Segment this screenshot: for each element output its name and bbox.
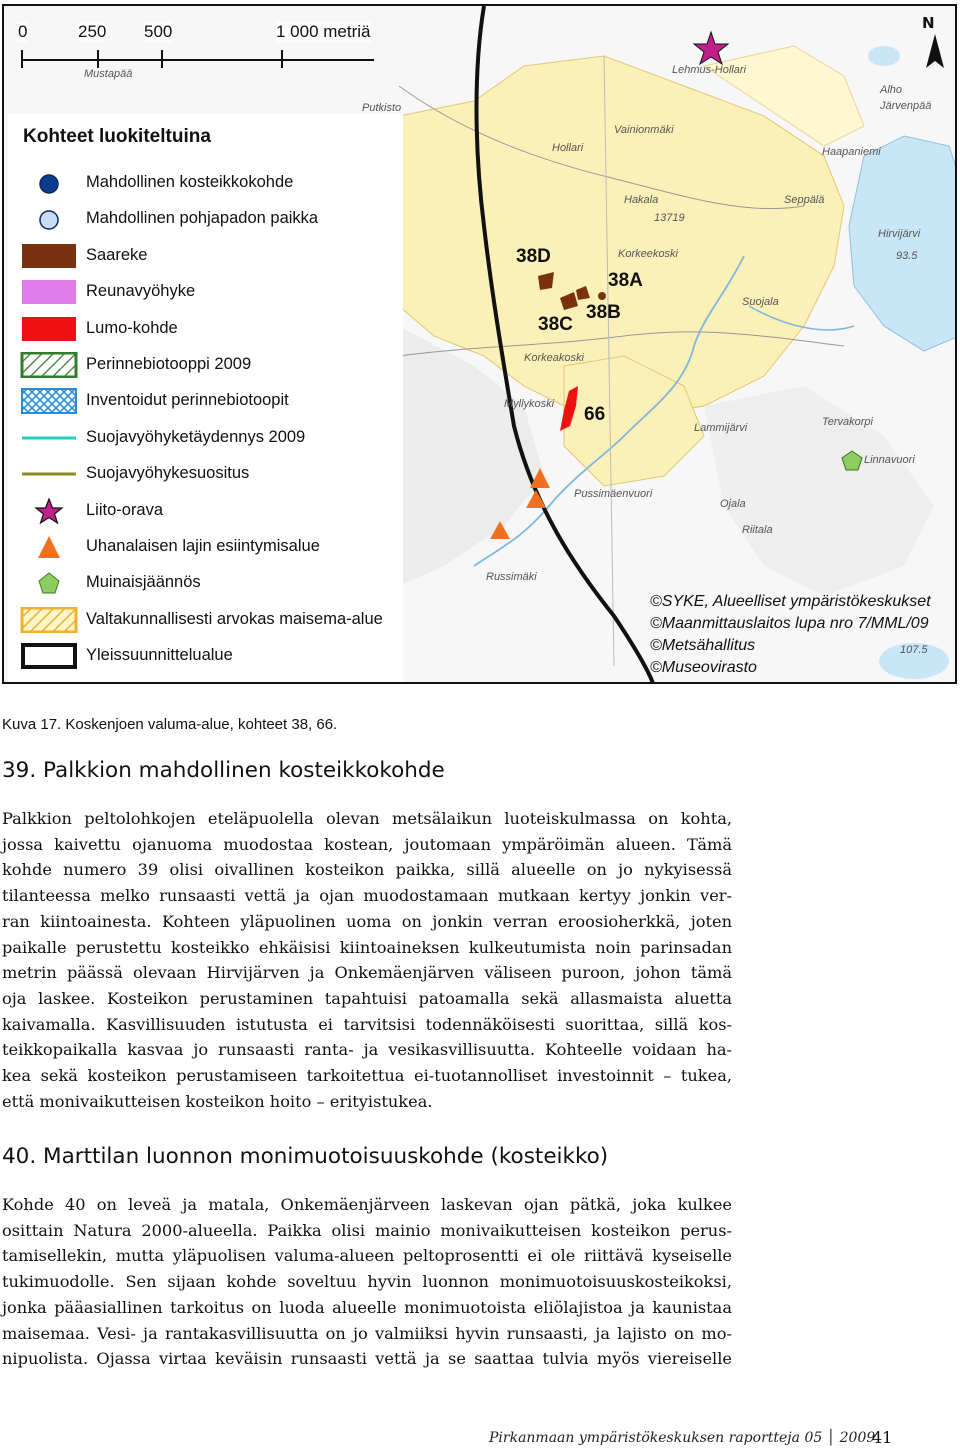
figure-caption: Kuva 17. Koskenjoen valuma-alue, kohteet 38, 66.: [2, 716, 338, 733]
page-number: 41: [872, 1428, 893, 1447]
legend-label: Inventoidut perinnebiotoopit: [86, 391, 289, 410]
text-line: tukimuodolle. Sen sijaan kohde soveltuu hyvin luonnon monimuotoisuuskosteikoksi,: [2, 1272, 732, 1292]
legend-item: [8, 168, 403, 198]
legend-item: [8, 496, 403, 526]
place-name: Järvenpää: [880, 100, 932, 112]
text-line: paikalle perustettu kosteikko ehkäisisi kiintoaineksen kulkeutumista noin parinsadan: [2, 937, 732, 957]
text-line: jossa kaivettu ojanuoma muodostaa kostean, joutomaan ympäröimän alueen. Tämä: [2, 834, 732, 854]
legend-symbol-line-icon: [20, 461, 78, 487]
legend-label: Uhanalaisen lajin esiintymisalue: [86, 537, 320, 555]
legend-label: Mahdollinen pohjapadon paikka: [86, 209, 319, 228]
place-name: Putkisto: [362, 102, 402, 114]
footer-year: 2009: [839, 1430, 876, 1446]
legend-symbol-line-icon: [20, 425, 78, 451]
site-label-38d: 38D: [516, 246, 551, 267]
place-name: Riitala: [742, 524, 773, 536]
copyright-line: ©Metsähallitus: [650, 637, 756, 654]
scale-tick-250: 250: [78, 22, 107, 41]
text-line: jonka pääasiallinen tarkoitus on luoda alueelle monimuotoista eliölajistoa ja kaunistaa: [2, 1297, 732, 1317]
legend-symbol-cross-hatch-blue-icon: [20, 388, 78, 414]
text-line: Palkkion peltolohkojen eteläpuolella olevan metsälaikun luoteiskulmassa on kohta,: [2, 809, 732, 828]
section-40-heading: 40. Marttilan luonnon monimuotoisuuskohde (kosteikko): [2, 1144, 609, 1169]
legend-item: [8, 641, 403, 671]
place-name: 93.5: [896, 250, 918, 262]
legend-label: Muinaisjäännös: [86, 573, 201, 592]
legend-title: Kohteet luokiteltuina: [23, 126, 211, 147]
text-line: osittain Natura 2000-alueella. Paikka olisi mainio monivaikutteisen kosteikon perus-: [2, 1220, 732, 1240]
text-line: tilanteessa melko runsaasti vettä ja ojan muodostamaan mutkaan kertyy jonkin ver-: [2, 886, 732, 906]
place-name: Mustapää: [84, 68, 133, 80]
copyright-line: ©SYKE, Alueelliset ympäristökeskukset: [650, 593, 931, 610]
legend-label: Perinnebiotooppi 2009: [86, 355, 252, 373]
copyright-line: ©Museovirasto: [650, 659, 757, 676]
text-line: metrin päässä olevaan Hirvijärven ja Onkemäenjärven väliseen puroon, johon tämä: [2, 963, 732, 983]
legend-item: [8, 423, 403, 453]
legend-label: Reunavyöhyke: [86, 282, 196, 301]
legend-item: [8, 568, 403, 598]
scale-tick-500: 500: [144, 22, 173, 41]
place-name: Linnavuori: [864, 454, 915, 466]
place-name: Korkeekoski: [618, 248, 678, 260]
legend-label: Suojavyöhykesuositus: [86, 464, 250, 483]
legend-label: Liito-orava: [86, 500, 164, 519]
text-line: kohde numero 39 olisi oivallinen kosteikon paikka, sillä alueelle on jo nykyisessä: [2, 860, 732, 880]
legend-symbol-outline-icon: [20, 643, 78, 669]
section-40-body: [2, 1192, 732, 1372]
text-line: että monivaikutteisen kosteikon hoito – erityistukea.: [2, 1091, 433, 1111]
text-line: nipuolista. Ojassa virtaa keväisin runsaasti vettä ja se saattaa tulvia myös viereiselle: [2, 1349, 732, 1369]
north-arrow-label: N: [922, 14, 935, 32]
legend-item: [8, 386, 403, 416]
text-line: ran kiintoainesta. Kohteen yläpuolinen uoma on jonkin verran eroosioherkkä, joten: [2, 911, 732, 931]
place-name: Tervakorpi: [822, 416, 873, 428]
legend-symbol-fill-icon: [20, 316, 78, 342]
legend-symbol-dot-dark-blue-icon: [20, 170, 78, 196]
place-name: Haapaniemi: [822, 146, 881, 158]
place-name: Seppälä: [784, 194, 825, 206]
legend-item: [8, 241, 403, 271]
text-line: oja laskee. Kosteikon perustaminen tapahtuisi patoamalla sekä allasmaista aluetta: [2, 988, 732, 1008]
map-figure: [2, 4, 957, 684]
site-label-38b: 38B: [586, 302, 621, 323]
legend-item: [8, 459, 403, 489]
legend-symbol-star-icon: [20, 498, 78, 524]
legend-label: Lumo-kohde: [86, 318, 178, 337]
legend-item: [8, 605, 403, 635]
place-name: Hakala: [624, 194, 659, 206]
legend-symbol-fill-icon: [20, 243, 78, 269]
place-name: 13719: [654, 212, 685, 224]
legend-symbol-pentagon-icon: [20, 570, 78, 596]
legend-symbol-dot-light-blue-icon: [20, 206, 78, 232]
section-39-heading: 39. Palkkion mahdollinen kosteikkokohde: [2, 758, 445, 783]
site-label-38a: 38A: [608, 270, 643, 291]
scale-tick-0: 0: [18, 22, 28, 41]
map-copyright: [650, 591, 931, 679]
place-name: 107.5: [900, 644, 928, 656]
place-name: Pussimäenvuori: [574, 488, 653, 500]
legend-item: [8, 350, 403, 380]
text-line: Kohde 40 on leveä ja matala, Onkemäenjärveen laskevan ojan pätkä, joka kulkee: [2, 1195, 732, 1214]
legend-item: [8, 532, 403, 562]
legend-symbol-triangle-icon: [20, 534, 78, 560]
scale-tick-1000: 1 000 metriä: [276, 22, 371, 41]
place-name: Suojala: [742, 296, 779, 308]
scale-bar: [14, 20, 384, 80]
text-line: teikkopaikalla kasvaa jo runsaasti ranta- ja vesikasvillisuutta. Kohteelle voidaan ha-: [2, 1040, 732, 1060]
text-line: maisemaa. Vesi- ja rantakasvillisuutta on jo valmiiksi hyvin runsaasti, ja lajisto on mo-: [2, 1323, 732, 1343]
legend-symbol-hatch-green-icon: [20, 352, 78, 378]
legend-label: Valtakunnallisesti arvokas maisema-alue: [86, 609, 383, 628]
place-name: Myllykoski: [504, 398, 555, 410]
section-39-body: [2, 806, 732, 1114]
legend-label: Suojavyöhyketäydennys 2009: [86, 427, 306, 446]
footer-series-title: Pirkanmaan ympäristökeskuksen raportteja: [489, 1430, 800, 1446]
site-label-38c: 38C: [538, 314, 573, 335]
legend-label: Mahdollinen kosteikkokohde: [86, 173, 294, 191]
map-legend: [8, 114, 403, 684]
legend-label: Saareke: [86, 245, 148, 264]
legend-item: [8, 314, 403, 344]
text-line: kea sekä kosteikon perustamiseen tarkoitettua ei-tuotannolliset investoinnit – tukea,: [2, 1066, 732, 1086]
footer-series: Pirkanmaan ympäristökeskuksen raportteja 05 │ 2009: [489, 1430, 876, 1446]
site-label-66: 66: [584, 404, 606, 425]
legend-symbol-hatch-yellow-icon: [20, 607, 78, 633]
place-name: Ojala: [720, 498, 746, 510]
legend-item: [8, 277, 403, 307]
place-name: Korkeakoski: [524, 352, 584, 364]
place-name: Lehmus-Hollari: [672, 64, 746, 76]
text-line: tamisellekin, mutta yläpuolisen valuma-alueen peltoprosentti ei ole riittävä kyseiselle: [2, 1246, 732, 1266]
place-name: Lammijärvi: [694, 422, 748, 434]
footer-series-number: 05: [804, 1430, 823, 1446]
copyright-line: ©Maanmittauslaitos lupa nro 7/MML/09: [650, 615, 929, 632]
place-name: Vainionmäki: [614, 124, 674, 136]
place-name: Alho: [880, 84, 903, 96]
legend-label: Yleissuunnittelualue: [86, 646, 233, 665]
place-name: Russimäki: [486, 571, 537, 583]
place-name: Hollari: [552, 142, 584, 154]
place-name: Hirvijärvi: [878, 228, 921, 240]
legend-item: [8, 204, 403, 234]
text-line: kaivamalla. Kasvillisuuden istutusta ei tarvitsisi todennäköisesti suorittaa, sillä kos-: [2, 1014, 732, 1034]
legend-symbol-fill-icon: [20, 279, 78, 305]
